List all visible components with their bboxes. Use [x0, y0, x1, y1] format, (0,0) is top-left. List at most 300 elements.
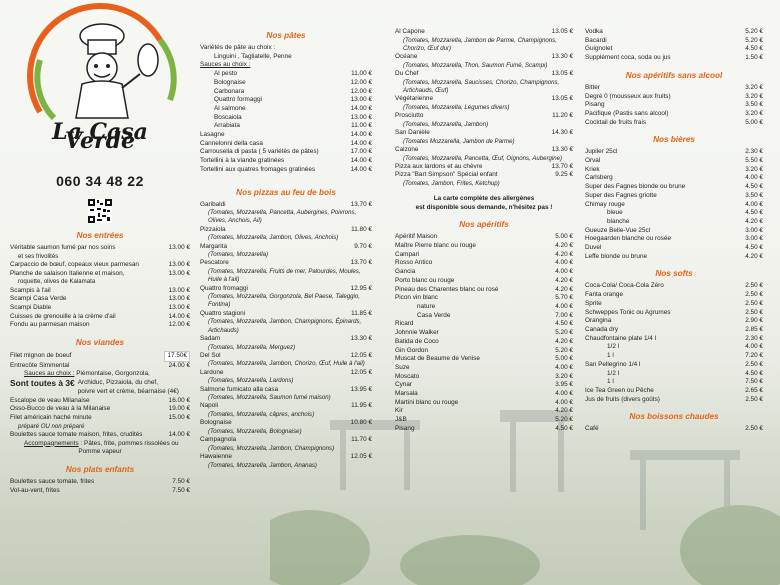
menu-item-name: Gueuze Belle-Vue 25cl	[585, 226, 651, 234]
menu-item	[585, 209, 763, 218]
menu-item-name: Pizza "Bart Simpson" Spécial enfant	[395, 171, 498, 179]
section-title-pizzas: Nos pizzas au feu de bois	[236, 187, 336, 197]
menu-item: Arrabiata 11.00 €	[214, 122, 372, 130]
menu-item-price: 13.05 €	[551, 28, 573, 35]
menu-item	[585, 326, 763, 335]
menu-item-price: 13.70 €	[350, 259, 372, 267]
menu-item	[395, 355, 573, 364]
menu-item: Osso-Bucco de veau à la Milanaise 19.00 €	[10, 405, 190, 413]
menu-item-name: Cynar	[395, 381, 413, 389]
menu-item-price: 7.00 €	[555, 311, 573, 319]
pizzas-list	[200, 201, 372, 471]
menu-item-name: Gancia	[395, 268, 416, 276]
menu-item-price: 4.00 €	[745, 174, 763, 182]
menu-item-price: 4.00 €	[745, 343, 763, 351]
menu-item-name: Supplément coca, soda ou jus	[585, 54, 671, 62]
menu-item-name: Bacardi	[585, 36, 607, 44]
menu-item-name: Guignolet	[585, 45, 613, 53]
menu-item-price: 4.00 €	[555, 302, 573, 310]
menu-item-price: 4.50 €	[555, 320, 573, 328]
menu-item-name: Canada dry	[585, 325, 619, 333]
menu-item: Vol-au-vent, frites 7.50 €	[10, 486, 190, 494]
menu-item-desc: (Tomates, Mozzarella, Jambon)	[403, 120, 489, 128]
menu-item	[585, 352, 763, 361]
menu-item-price: 4.20 €	[555, 285, 573, 293]
menu-item-price: 4.50 €	[745, 369, 763, 377]
menu-item: Tortellini aux quatres fromages gratinées 14.00 €	[200, 165, 372, 173]
chaudes-list	[585, 425, 763, 434]
menu-item-desc: (Tomates, Mozzarella)	[208, 251, 269, 259]
menu-item	[585, 192, 763, 201]
menu-item	[200, 453, 372, 462]
menu-item	[585, 28, 763, 37]
menu-item	[200, 386, 372, 395]
menu-item	[585, 387, 763, 396]
menu-item	[395, 171, 573, 180]
menu-item	[200, 419, 372, 428]
menu-item	[395, 364, 573, 373]
menu-item-name: Campari	[395, 250, 420, 258]
menu-item	[395, 425, 573, 434]
menu-item-price: 12.05 €	[350, 453, 372, 461]
menu-item	[395, 390, 573, 399]
menu-item-price: 10.80 €	[350, 419, 372, 427]
menu-item	[395, 416, 573, 425]
menu-item-price: 2.65 €	[745, 386, 763, 394]
menu-item-price: 4.20 €	[555, 242, 573, 250]
menu-item-name: Pescatore	[200, 259, 229, 267]
menu-item-name: Marsala	[395, 390, 418, 398]
menu-item: Filet mignon de boeuf 17.50€	[10, 351, 190, 362]
accompagnements-2: Pomme vapeur	[78, 448, 122, 456]
sauces-block: Sont toutes à 3€ Archiduc, Pizzaiola, du chef, poivre vert et crème, béarnaise (4€)	[10, 378, 179, 395]
menu-item-price: 13.05 €	[551, 95, 573, 103]
menu-item	[395, 242, 573, 251]
qr-code-icon[interactable]	[88, 199, 112, 223]
menu-item-price: 11.95 €	[351, 402, 372, 410]
menu-item-price: 5.70 €	[555, 294, 573, 302]
section-title-bieres: Nos bières	[653, 135, 695, 145]
menu-item-price: 2.50 €	[745, 425, 763, 433]
menu-item: Tortellini à la viande gratinées 14.00 €	[200, 157, 372, 165]
column-1	[10, 0, 190, 495]
menu-item-price: 4.20 €	[745, 252, 763, 260]
menu-item: Quattro formaggi 13.00 €	[214, 96, 372, 104]
menu-item	[395, 286, 573, 295]
menu-item-desc: (Tomates, Mozzarella, Bolognaise)	[208, 428, 302, 436]
menu-item-name: Kir	[395, 407, 403, 415]
menu-item	[585, 174, 763, 183]
menu-item-name: Hawaienne	[200, 453, 232, 461]
menu-item-name: 1/2 l	[607, 343, 620, 351]
menu-item-name: Bitter	[585, 83, 600, 91]
menu-item-name: Orval	[585, 157, 601, 165]
menu-item-desc: roquette, olives de Kalamata	[18, 278, 96, 286]
menu-item-desc: et ses frivolités	[18, 252, 59, 260]
menu-item	[395, 259, 573, 268]
menu-item-desc: (Tomates, Mozzarella, Saumon fumé maison)	[208, 394, 331, 402]
menu-item-name: Pisang	[585, 101, 605, 109]
menu-item-name: Chaudfontaine plate 1/4 l	[585, 334, 657, 342]
menu-item-name: Maître Pierre blanc ou rouge	[395, 242, 476, 250]
menu-item	[395, 277, 573, 286]
menu-item-name: Suze	[395, 363, 410, 371]
menu-item-desc: (Tomates, Mozzarella, Merguez)	[208, 343, 296, 351]
menu-item-price: 2.30 €	[745, 148, 763, 156]
menu-item	[585, 37, 763, 46]
menu-item-name: Ice Tea Green ou Pêche	[585, 386, 654, 394]
menu-item-desc: préparé OU non préparé	[18, 422, 85, 430]
menu-item	[395, 347, 573, 356]
menu-item-price: 4.00 €	[555, 268, 573, 276]
menu-item-price: 13.70 €	[350, 200, 372, 208]
menu-item-name: Moscato	[395, 372, 420, 380]
alcools-list	[585, 28, 763, 63]
menu-item-desc: (Tomates, Mozzarella, câpres, anchois)	[208, 411, 315, 419]
menu-item	[395, 312, 573, 321]
menu-item: Lasagne 14.00 €	[200, 131, 372, 139]
menu-item-name: Jupiler 25cl	[585, 148, 618, 156]
menu-item	[585, 396, 763, 405]
menu-item-price: 4.20 €	[555, 250, 573, 258]
menu-item-price: 4.50 €	[745, 183, 763, 191]
menu-item-price: 12.95 €	[350, 284, 372, 292]
menu-item	[585, 84, 763, 93]
menu-item: Cannelonni della casa 14.00 €	[200, 139, 372, 147]
menu-item-desc: (Tomates, Mozzarella, Jambon de Parme, Champignons, Chorizo, Œuf dur)	[403, 36, 557, 52]
sans-alcool-list	[585, 84, 763, 128]
column-3	[395, 0, 573, 434]
menu-item-price: 4.00 €	[745, 200, 763, 208]
menu-item	[585, 361, 763, 370]
menu-item: Carbonara 12.00 €	[214, 87, 372, 95]
menu-item: Cuisses de grenouille à la crème d'ail 14.00 €	[10, 312, 190, 320]
menu-item-name: Martini blanc ou rouge	[395, 398, 459, 406]
menu-item-price: 12.05 €	[350, 351, 372, 359]
menu-item-name: Sprite	[585, 299, 602, 307]
menu-item-name: Batida de Coco	[395, 337, 439, 345]
menu-item: Fondu au parmesan maison 12.00 €	[10, 321, 190, 329]
menu-item-price: 13.70 €	[551, 162, 573, 170]
menu-item-price: 4.00 €	[555, 259, 573, 267]
menu-item: Scampi Diable 13.00 €	[10, 303, 190, 311]
menu-item	[585, 227, 763, 236]
menu-item-name: Quattro stagioni	[200, 309, 246, 317]
chef-logo-icon	[10, 0, 190, 130]
section-title-softs: Nos softs	[655, 269, 693, 279]
menu-item	[585, 54, 763, 63]
menu-item-name: Napoli	[200, 402, 219, 410]
menu-item-price: 12.05 €	[350, 368, 372, 376]
column-2	[200, 0, 372, 470]
menu-item-name: Bolognaise	[200, 419, 232, 427]
menu-item-name: Coca-Cola/ Coca-Cola Zéro	[585, 282, 664, 290]
menu-item	[585, 253, 763, 262]
menu-item	[585, 378, 763, 387]
menu-item	[395, 146, 573, 155]
menu-item	[585, 235, 763, 244]
menu-item-price: 5.50 €	[745, 157, 763, 165]
menu-item-name: Al Capone	[395, 28, 425, 35]
menu-item: Boscaiola 13.00 €	[214, 113, 372, 121]
menu-item-desc: (Tomates, Mozzarella, Saucisses, Chorizo, Champignons, Artichauds, Œuf)	[403, 78, 560, 94]
menu-item-name: Casa Verde	[417, 311, 451, 319]
menu-item-name: Du Chef	[395, 70, 419, 78]
menu-item: Bolognaise 12.00 €	[214, 78, 372, 86]
menu-item-price: 2.50 €	[745, 291, 763, 299]
menu-item	[585, 201, 763, 210]
menu-item	[200, 436, 372, 445]
menu-item-desc: (Tomates, Mozzarella, Fruits de mer, Palourdes, Moules, Huile à l'ail)	[208, 268, 361, 284]
menu-item	[585, 317, 763, 326]
menu-item-price: 5.20 €	[555, 416, 573, 424]
menu-item	[395, 28, 573, 37]
menu-item	[585, 93, 763, 102]
menu-item	[200, 243, 372, 252]
menu-item-name: nature	[417, 302, 436, 310]
section-title-sans-alcool: Nos apéritifs sans alcool	[625, 70, 723, 80]
menu-item-price: 3.20 €	[745, 83, 763, 91]
menu-item-price: 4.00 €	[555, 363, 573, 371]
menu-item-name: Muscat de Beaume de Venise	[395, 355, 480, 363]
menu-item	[585, 183, 763, 192]
menu-item-desc: (Tomates, Mozzarella, Pancetta, Œuf, Oignons, Aubergine)	[403, 154, 563, 162]
menu-item-name: Calzone	[395, 145, 419, 153]
brand-name: La Casa Verde	[52, 119, 148, 154]
menu-item-price: 11.80 €	[351, 225, 372, 233]
menu-item-name: San Pellegrino 1/4 l	[585, 360, 641, 368]
menu-item-price: 9.25 €	[555, 171, 573, 179]
menu-item	[395, 163, 573, 172]
menu-item-price: 4.20 €	[555, 276, 573, 284]
menu-item-desc: (Tomates, Mozzarella, Jambon, Ananas)	[208, 461, 317, 469]
menu-item: Scampis à l'ail 13.00 €	[10, 286, 190, 294]
menu-item	[585, 45, 763, 54]
menu-item	[200, 352, 372, 361]
menu-item-name: Margarita	[200, 242, 227, 250]
menu-item-price: 4.50 €	[745, 244, 763, 252]
menu-item-price: 9.70 €	[354, 242, 372, 250]
menu-item-name: Duvel	[585, 244, 602, 252]
menu-item-price: 5.20 €	[555, 346, 573, 354]
menu-item-price: 1.50 €	[745, 54, 763, 62]
menu-item-name: 1 l	[607, 378, 614, 386]
menu-item-price: 14.30 €	[551, 128, 573, 136]
accompagnements: Accompagnements : Pâtes, frite, pommes rissolées ou	[24, 439, 179, 447]
menu-item-desc: (Tomates Mozzarella, Jambon de Parme)	[403, 137, 515, 145]
menu-item	[585, 300, 763, 309]
menu-item	[585, 166, 763, 175]
menu-item-name: J&B	[395, 416, 407, 424]
menu-item-name: Picon vin blanc	[395, 294, 438, 302]
menu-item	[585, 335, 763, 344]
menu-item-price: 2.50 €	[745, 308, 763, 316]
menu-item-name: bleue	[607, 209, 623, 217]
menu-item-price: 11.20 €	[552, 112, 573, 120]
menu-item-desc: (Tomates, Mozzarella, Gorgonzola, Bel Paese, Taleggio, Fontina)	[208, 293, 360, 309]
menu-item	[395, 53, 573, 62]
menu-item	[395, 95, 573, 104]
menu-item	[395, 70, 573, 79]
menu-item	[200, 369, 372, 378]
menu-item-price: 3.50 €	[745, 101, 763, 109]
menu-item-price: 5.20 €	[555, 329, 573, 337]
menu-item-name: Hoegaarden blanche ou rosée	[585, 235, 671, 243]
menu-item	[395, 129, 573, 138]
menu-item: Carpaccio de bœuf, copeaux vieux parmesan 13.00 €	[10, 260, 190, 268]
menu-item-price: 3.00 €	[745, 235, 763, 243]
menu-item	[585, 244, 763, 253]
menu-item: Entrecôte Simmental 24.00 €	[10, 361, 190, 369]
bieres-list	[585, 148, 763, 261]
softs-list	[585, 282, 763, 404]
menu-item-name: Café	[585, 425, 599, 433]
section-title-pates: Nos pâtes	[266, 31, 306, 40]
menu-item-price: 4.00 €	[555, 398, 573, 406]
menu-item-name: Salmone fumicato alla casa	[200, 385, 279, 393]
menu-item-name: Lardone	[200, 368, 224, 376]
menu-item-price: 3.95 €	[555, 381, 573, 389]
menu-item-name: Rosso Antico	[395, 259, 433, 267]
menu-item-name: San Danièle	[395, 128, 430, 136]
menu-item-desc: (Tomates, Mozzarella, Jambon, Champignons)	[208, 444, 335, 452]
pates-varieties: Linguini , Tagliatelle, Penne	[214, 52, 292, 60]
menu-item-price: 11.70 €	[351, 436, 372, 444]
menu-item: Filet américain haché minute 15.00 €	[10, 413, 190, 421]
menu-item-name: Cocktail de fruits frais	[585, 118, 647, 126]
menu-item-name: Campagnola	[200, 436, 237, 444]
menu-item-price: 13.30 €	[350, 334, 372, 342]
menu-item-desc: (Tomates, Mozzarella, Jambon, Chorizo, Œuf, Huile à l'ail)	[208, 360, 365, 368]
menu-item-price: 4.50 €	[745, 45, 763, 53]
menu-item-name: Pacifique (Pastis sans alcool)	[585, 109, 669, 117]
pates-intro: Variétés de pâte au choix :	[200, 44, 276, 51]
menu-item-name: blanche	[607, 217, 630, 225]
menu-item	[585, 309, 763, 318]
menu-item	[585, 343, 763, 352]
aperitifs-list	[395, 233, 573, 433]
column-4	[585, 0, 763, 434]
menu-item: Carrousella di pasta ( 5 variétés de pâtes) 17.00 €	[200, 148, 372, 156]
menu-item-price: 4.00 €	[555, 390, 573, 398]
menu-item	[395, 320, 573, 329]
menu-item-price: 5.00 €	[555, 355, 573, 363]
menu-item	[200, 285, 372, 294]
phone-number: 060 34 48 22	[56, 173, 144, 189]
menu-item-price: 11.85 €	[351, 309, 372, 317]
menu-item-price: 13.95 €	[350, 385, 372, 393]
menu-item-price: 5.20 €	[745, 28, 763, 35]
menu-item-name: Super des Fagnes blonde ou brune	[585, 183, 686, 191]
menu-item-name: Végétarienne	[395, 95, 434, 103]
menu-item-name: Sadam	[200, 334, 221, 342]
menu-item-price: 3.00 €	[745, 226, 763, 234]
menu-item-name: Pisang	[395, 424, 415, 432]
menu-item-name: Ricard	[395, 320, 414, 328]
menu-item-name: Chimay rouge	[585, 200, 625, 208]
menu-item-price: 2.50 €	[745, 360, 763, 368]
menu-item	[585, 370, 763, 379]
menu-item	[585, 157, 763, 166]
section-title-chaudes: Nos boissons chaudes	[629, 412, 719, 422]
pates-sauces-label: Sauces au choix :	[200, 61, 251, 69]
menu-item-price: 7.50 €	[745, 378, 763, 386]
menu-item-price: 5.20 €	[745, 36, 763, 44]
menu-item-name: 1/2 l	[607, 369, 620, 377]
menu-item-desc: (Tomates, Mozzarella, Jambon, Olives, Anchois)	[208, 234, 339, 242]
menu-item-price: 4.20 €	[555, 337, 573, 345]
menu-item-desc: (Tomates, Jambon, Frites, Ketchup)	[403, 180, 500, 188]
logo-area	[10, 0, 190, 175]
menu-item	[200, 335, 372, 344]
menu-item-price: 4.50 €	[555, 424, 573, 432]
menu-item-name: Pizza aux lardons et au chèvre	[395, 162, 483, 170]
menu-item-desc: (Tomates, Mozzarella, Jambon, Champignons, Épinards, Artichauds)	[208, 318, 362, 334]
menu-item-name: Quattro fromaggi	[200, 284, 248, 292]
menu-item-price: 4.20 €	[745, 217, 763, 225]
menu-item-price: 3.20 €	[745, 165, 763, 173]
menu-item: Planche de salaison Italienne et maison, 13.00 €	[10, 269, 190, 277]
menu-item-name: Prosciutto	[395, 112, 424, 120]
menu-item-price: 13.30 €	[551, 145, 573, 153]
menu-item-price: 3.20 €	[745, 92, 763, 100]
menu-item-name: Super des Fagnes griotte	[585, 191, 657, 199]
menu-item-desc: (Tomates, Mozzarella, Thon, Saumon Fumé, Scampi)	[403, 61, 548, 69]
menu-item	[200, 259, 372, 268]
menu-item	[585, 282, 763, 291]
menu-item: Escalope de veau Milanaise 16.00 €	[10, 396, 190, 404]
menu-item	[395, 407, 573, 416]
menu-item-name: 1 l	[607, 352, 614, 360]
pizzas2-list	[395, 28, 573, 188]
menu-item-name: Orangina	[585, 317, 612, 325]
menu-item	[395, 399, 573, 408]
menu-item-price: 5.00 €	[555, 233, 573, 241]
menu-item-name: Carlsberg	[585, 174, 613, 182]
section-title-enfants: Nos plats enfants	[65, 464, 135, 474]
menu-item	[585, 291, 763, 300]
menu-item	[395, 112, 573, 121]
menu-item	[200, 226, 372, 235]
menu-item-price: 13.05 €	[551, 70, 573, 78]
menu-item	[395, 338, 573, 347]
menu-item: Boulettes sauce tomate maison, frites, crudités 14.00 €	[10, 430, 190, 438]
menu-item-name: Johnnie Walker	[395, 329, 439, 337]
menu-item-desc: (Tomates, Mozzarella, Légumes divers)	[403, 103, 510, 111]
menu-item-name: Del Sol	[200, 351, 221, 359]
menu-item-desc: (Tomates, Mozzarella, Lardons)	[208, 377, 294, 385]
menu-item	[585, 119, 763, 128]
menu-item-name: Apéritif Maison	[395, 233, 438, 241]
menu-item-name: Porto blanc ou rouge	[395, 276, 455, 284]
menu-item-desc: (Tomates, Mozzarella, Pancetta, Aubergines, Poivrons, Olives, Anchois, Ail)	[208, 209, 357, 225]
menu-item: Al salmone 14.00 €	[214, 104, 372, 112]
menu-item-price: 2.50 €	[745, 395, 763, 403]
menu-item-price: 3.20 €	[555, 372, 573, 380]
menu-item-price: 2.30 €	[745, 334, 763, 342]
menu-item	[585, 101, 763, 110]
menu-item	[585, 218, 763, 227]
menu-item-name: Fanta orange	[585, 291, 624, 299]
menu-item-price: 4.20 €	[555, 407, 573, 415]
menu-item-name: Schweppes Tonic ou Agrumes	[585, 308, 671, 316]
menu-item-price: 4.50 €	[745, 209, 763, 217]
menu-item-name: Degré 0 (mousseux aux fruits)	[585, 92, 671, 100]
menu-item	[395, 381, 573, 390]
menu-item	[585, 425, 763, 434]
menu-item-name: Vodka	[585, 28, 603, 35]
menu-item-price: 2.85 €	[745, 325, 763, 333]
